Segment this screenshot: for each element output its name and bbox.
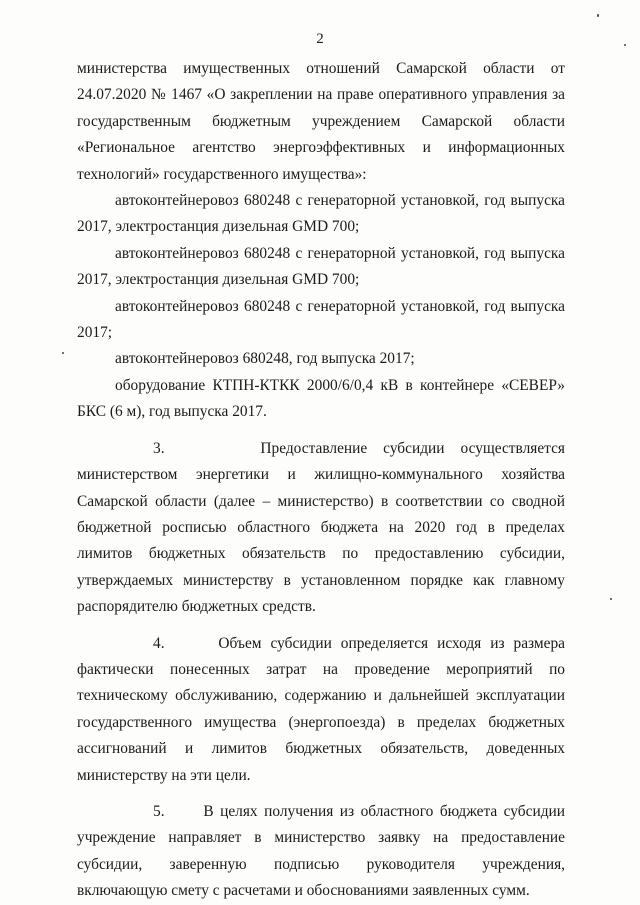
list-item: автоконтейнеровоз 680248 с генераторной установкой, год выпуска 2017, электростанция дизельная GMD 700; bbox=[77, 192, 565, 236]
intro-paragraph: министерства имущественных отношений Самарской области от 24.07.2020 № 1467 «О закреплении на праве оперативного управления за государственным бюджетным учреждением Самарской области «Региональное агентство энергоэффективных и информационных технологий» государственного имущества»: bbox=[77, 60, 565, 183]
clause-5 bbox=[77, 799, 565, 905]
clause-number: 5. bbox=[153, 802, 165, 820]
scan-speck bbox=[610, 598, 612, 600]
list-item: автоконтейнеровоз 680248 с генераторной установкой, год выпуска 2017; bbox=[77, 297, 565, 342]
document-body bbox=[77, 56, 565, 905]
clause-3 bbox=[77, 436, 565, 621]
clause-4 bbox=[77, 631, 565, 789]
scan-speck bbox=[62, 352, 64, 354]
scan-speck bbox=[624, 44, 626, 46]
clause-text: Объем субсидии определяется исходя из размера фактически понесенных затрат на проведение мероприятий по техническому обслуживанию, содержанию и дальнейшей эксплуатации государственного имущества (энергопоезда) в пределах бюджетных ассигнований и лимитов бюджетных обязательств, доведенных министерству на эти цели. bbox=[77, 634, 565, 784]
clause-text: В целях получения из областного бюджета субсидии учреждение направляет в министерство заявку на предоставление субсидии, заверенную подписью руководителя учреждения, включающую смету с расчетами и обоснованиями заявленных сумм. bbox=[77, 802, 565, 900]
clause-text: Предоставление субсидии осуществляется министерством энергетики и жилищно-коммунального хозяйства Самарской области (далее – министерство) в соответствии со сводной бюджетной росписью областного бюджета на 2020 год в пределах лимитов бюджетных обязательств по предоставлению субсидии, утверждаемых министерству в установленном порядке как главному распорядителю бюджетных средств. bbox=[77, 439, 565, 616]
page-number: 2 bbox=[316, 31, 324, 47]
scan-speck bbox=[597, 14, 599, 17]
list-item: оборудование КТПН-КТКК 2000/6/0,4 кВ в контейнере «СЕВЕР» БКС (6 м), год выпуска 2017. bbox=[77, 376, 565, 421]
clause-number: 3. bbox=[153, 439, 165, 457]
clause-number: 4. bbox=[153, 634, 165, 652]
list-item: автоконтейнеровоз 680248, год выпуска 2017; bbox=[115, 350, 415, 368]
list-item: автоконтейнеровоз 680248 с генераторной установкой, год выпуска 2017, электростанция дизельная GMD 700; bbox=[77, 244, 565, 289]
